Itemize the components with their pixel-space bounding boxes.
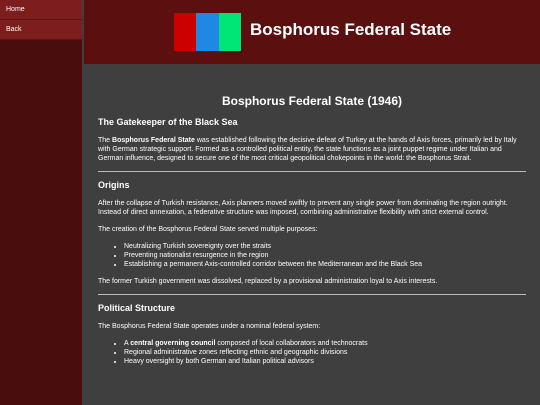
site-title: Bosphorus Federal State <box>250 20 452 39</box>
text: composed of local collaborators and technocrats <box>215 340 368 347</box>
header <box>84 0 540 64</box>
divider <box>98 171 526 172</box>
list-item <box>124 339 526 348</box>
section-heading-political-structure: Political Structure <box>98 303 176 313</box>
paragraph: The former Turkish government was dissolved, replaced by a provisional administration loyal to Axis interests. <box>98 278 438 285</box>
paragraph: The creation of the Bosphorus Federal State served multiple purposes: <box>98 226 318 233</box>
structure-list <box>124 339 526 366</box>
purpose-list <box>124 242 526 269</box>
main-content <box>84 66 540 405</box>
list-item: • Preventing nationalist resurgence in the region <box>124 251 526 260</box>
flag-stripe-blue <box>196 13 218 51</box>
section-heading-origins: Origins <box>98 180 130 190</box>
list-item: • Regional administrative zones reflecting ethnic and geographic divisions <box>124 348 526 357</box>
paragraph: The Bosphorus Federal State operates under a nominal federal system: <box>98 323 321 330</box>
divider <box>98 294 526 295</box>
text: A <box>124 340 131 347</box>
list-item: • Heavy oversight by both German and Italian political advisors <box>124 357 526 366</box>
flag-stripe-red <box>174 13 196 51</box>
flag-logo <box>174 13 241 51</box>
section-heading-gatekeeper: The Gatekeeper of the Black Sea <box>98 117 238 127</box>
text: The <box>98 137 113 144</box>
list-item: • Establishing a permanent Axis-controlled corridor between the Mediterranean and the Black Sea <box>124 260 526 269</box>
page-title: Bosphorus Federal State (1946) <box>221 94 403 108</box>
sidebar <box>0 0 82 405</box>
flag-stripe-green <box>219 13 241 51</box>
paragraph <box>98 136 526 163</box>
list-item: • Neutralizing Turkish sovereignty over the straits <box>124 242 526 251</box>
text: was established following the decisive defeat of Turkey at the hands of Axis forces, primarily led by Italy with German strategic support. Formed as a controlled political entity, the state functions as a joint puppet regime under Italian and German influence, designed to secure one of the most critical geopolitical chokepoints in the world: the Bosphorus Strait. <box>98 137 517 162</box>
nav-home-link[interactable]: Home <box>0 0 82 20</box>
bold-text: central governing council <box>130 340 216 347</box>
paragraph: After the collapse of Turkish resistance, Axis planners moved swiftly to prevent any single power from dominating the region outright. Instead of direct annexation, a federative structure was imposed, combining administrative flexibility with strict external control. <box>98 200 508 216</box>
nav-back-link[interactable]: Back <box>0 20 82 40</box>
bold-text: Bosphorus Federal State <box>112 137 195 144</box>
